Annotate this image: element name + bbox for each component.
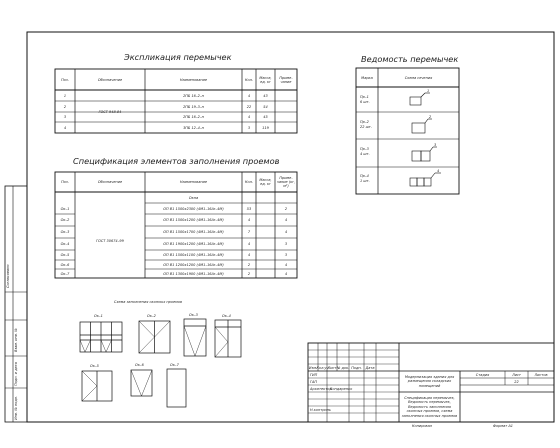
tb-role-gap: ГАП: [310, 380, 317, 384]
table-row: 2: [247, 271, 251, 276]
lintel-col-qty: Кол.: [245, 77, 253, 82]
spec-col-pos: Поз.: [61, 180, 69, 184]
window-label-ok1: Ок–1: [94, 314, 103, 318]
table-row: 2: [284, 206, 288, 211]
tb-sheet-no: 22: [514, 379, 519, 384]
table-row: 4: [63, 125, 67, 130]
side-stamp-sign-date: Подп. и дата: [14, 362, 18, 386]
list-item: Пр–3: [360, 147, 369, 151]
tb-role-architect: Архитектор: [310, 387, 332, 391]
list-item: 1 шт.: [360, 179, 370, 183]
window-label-ok4: Ок–4: [222, 314, 231, 318]
section-label-2: 2: [429, 115, 432, 119]
table-row: 4: [284, 218, 288, 222]
table-row: Ок–7: [60, 271, 70, 276]
tb-col-sign: Подп.: [351, 365, 362, 370]
section-sketch-4: [410, 173, 441, 186]
window-label-ok3: Ок–3: [189, 313, 198, 317]
table-row: Ок–4: [60, 242, 70, 246]
sheet-col-scheme: Схема сечения: [404, 75, 433, 80]
table-row: 2ПБ 16–2–п: [183, 115, 204, 119]
spec-col-note: Приме-чание (кг, м²): [276, 176, 296, 188]
openings-spec-title: Спецификация элементов заполнения проемов: [73, 156, 280, 166]
side-stamp-frame: [5, 186, 27, 422]
table-row: 4: [247, 93, 251, 98]
list-item: 4 шт.: [360, 152, 370, 156]
tb-col-izm: Изм.: [308, 365, 318, 370]
side-stamp-inv-no: Инв. № подл.: [14, 395, 18, 420]
tb-col-list: Лист: [327, 365, 337, 370]
list-item: Пр–2: [360, 120, 369, 124]
table-row: ОП В1 1200х1200 (4М1–16Ar–4М): [163, 262, 224, 267]
list-item: Пр–1: [360, 95, 369, 99]
window-ok7: [167, 369, 186, 407]
table-row: 2ПБ 16–2–п: [183, 93, 204, 98]
spec-col-qty: Кол.: [245, 180, 253, 184]
table-row: 4: [247, 242, 251, 246]
tb-org: Копировал: [412, 424, 432, 428]
tb-sheets-header: Листов: [534, 372, 548, 377]
table-row: 2: [63, 104, 67, 109]
window-ok1: [80, 322, 122, 352]
table-row: Ок–2: [60, 218, 70, 222]
table-row: ОП В1 1500х1700 (4М1–16Ar–4М): [163, 230, 224, 234]
table-row: ОП В1 1500х1100 (4М1–16Ar–4М): [163, 253, 224, 257]
tb-role-gip: ГИП: [310, 373, 318, 377]
tb-stage-header: Стадия: [475, 372, 490, 377]
spec-col-mass: Масса, ед. кг: [259, 178, 272, 186]
window-ok5: [82, 371, 112, 401]
tb-sheet-header: Лист: [512, 372, 521, 377]
lintel-designation: ГОСТ 948-84: [98, 109, 122, 114]
table-row: 7: [247, 230, 251, 234]
table-row: 3: [284, 253, 288, 257]
tb-col-doc: № док.: [336, 365, 350, 370]
table-row: ОП В1 1300х1900 (4М1–16Ar–4М): [163, 271, 224, 276]
table-row: 53: [246, 206, 252, 211]
table-row: 2: [247, 262, 251, 267]
window-label-ok2: Ок–2: [147, 314, 156, 318]
section-sketch-2: [412, 119, 432, 133]
tb-col-kol: Кол.уч: [316, 365, 329, 370]
window-ok4: [215, 320, 241, 357]
table-row: 43: [263, 93, 268, 98]
spec-group-label: Окна: [188, 195, 199, 200]
table-row: 4: [247, 218, 251, 222]
window-schemes-title: Схема заполнения оконных проемов: [114, 300, 183, 304]
section-label-1: 1: [427, 89, 430, 93]
window-label-ok5: Ок–5: [90, 364, 99, 368]
list-item: Пр–4: [360, 174, 369, 178]
spec-designation: ГОСТ 30674–99: [96, 238, 124, 243]
section-sketch-3: [412, 147, 437, 161]
tb-format: Формат А1: [493, 424, 513, 428]
spec-col-name: Наименование: [179, 180, 208, 184]
spec-col-designation: Обозначение: [97, 180, 123, 184]
table-row: Ок–5: [60, 253, 70, 257]
tb-role-nkontrol: Н.контроль: [310, 408, 331, 412]
side-stamp-replace-inv: Взам. инв. №: [14, 328, 18, 352]
lintel-col-designation: Обозначение: [97, 77, 123, 82]
lintel-col-note: Приме-чание: [279, 75, 293, 84]
tb-col-date: Дата: [365, 365, 375, 370]
tb-architect-name: Бондаренко: [330, 387, 353, 391]
lintel-schedule-title: Экспликация перемычек: [124, 52, 232, 62]
section-label-3: 3: [434, 143, 437, 147]
lintel-col-name: Наименование: [179, 77, 208, 82]
window-ok2: [139, 321, 170, 353]
table-row: 4: [284, 230, 288, 234]
table-row: ОП В1 1500х1200 (4М1–16Ar–4М): [163, 218, 224, 222]
table-row: ОП В1 1500х2300 (4М1–16Ar–4М): [163, 206, 224, 211]
table-row: 2ПБ 19–3–п: [183, 104, 204, 109]
sheet-col-mark: Марка: [361, 75, 373, 80]
table-row: 119: [262, 125, 269, 130]
table-row: 4: [284, 271, 288, 276]
table-row: 4: [247, 115, 251, 119]
window-label-ok6: Ок–6: [135, 363, 144, 367]
table-row: 22: [246, 104, 252, 109]
table-row: 45: [263, 115, 268, 119]
table-row: Ок–6: [60, 262, 70, 267]
table-row: Ок–1: [60, 206, 70, 211]
table-row: 3: [284, 242, 288, 246]
table-row: ОП В1 1900х1200 (4М1–16Ar–4М): [163, 242, 224, 246]
section-label-4: 4: [437, 169, 440, 173]
side-stamp-agreed: Согласовано: [6, 264, 10, 288]
table-row: 3: [247, 125, 251, 130]
lintel-col-mass: Масса, ед. кг: [259, 75, 272, 84]
window-ok6: [131, 370, 152, 396]
tb-sheet-desc: Спецификация перемычек, Ведомость перемычек, Ведомость заполнения оконных проемов, схема заполнения оконных проемов: [401, 395, 458, 418]
table-row: 3ПБ 12–4–п: [183, 125, 204, 130]
window-ok3: [184, 319, 206, 356]
list-item: 6 шт.: [360, 100, 370, 104]
table-row: 4: [284, 262, 288, 267]
table-row: 54: [263, 104, 268, 109]
lintel-sheet-title: Ведомость перемычек: [361, 54, 459, 64]
lintel-col-pos: Поз.: [61, 77, 69, 82]
table-row: 4: [247, 253, 251, 257]
tb-project: Модернизация здания для размещения складских помещений: [404, 374, 455, 388]
table-row: 1: [63, 93, 67, 98]
table-row: Ок–3: [60, 230, 70, 234]
section-sketch-1: [410, 93, 430, 105]
window-label-ok7: Ок–7: [170, 363, 179, 367]
list-item: 22 шт.: [360, 125, 372, 129]
table-row: 3: [63, 115, 67, 119]
